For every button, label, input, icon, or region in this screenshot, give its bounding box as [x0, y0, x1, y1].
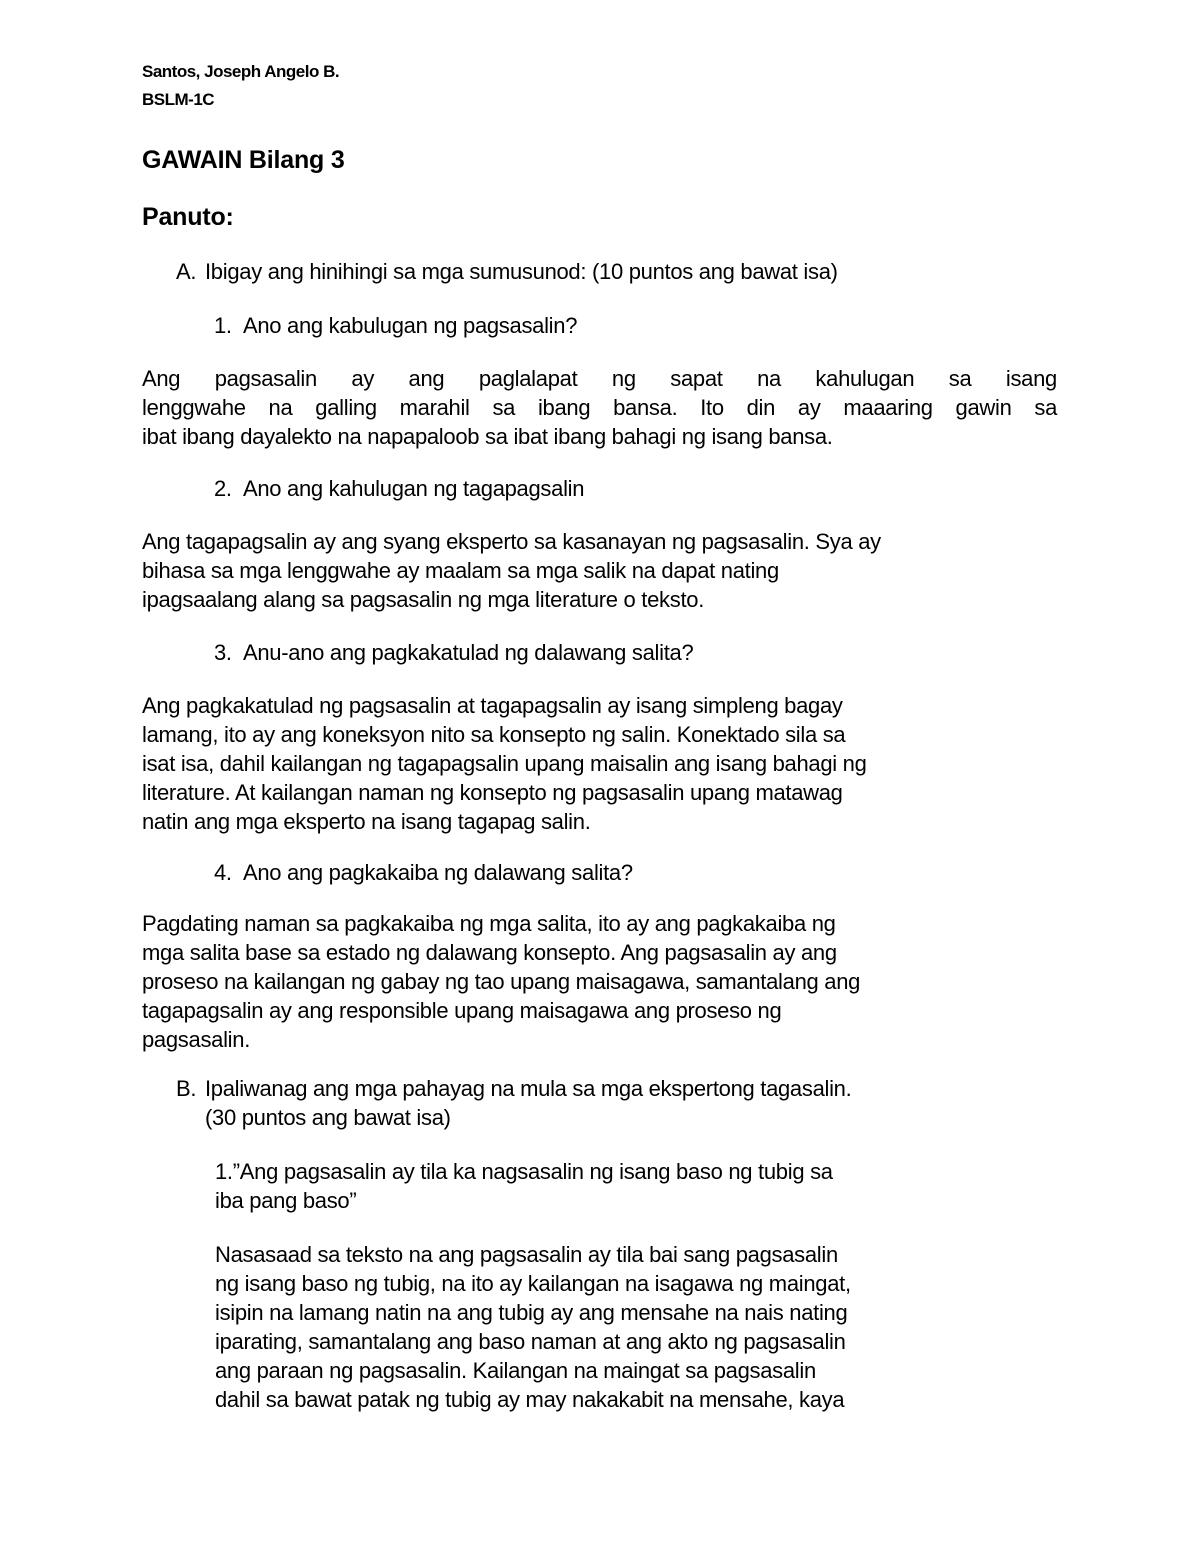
text-line: tagapagsalin ay ang responsible upang maisagawa ang proseso ng: [142, 998, 782, 1023]
text-line: bihasa sa mga lenggwahe ay maalam sa mga salik na dapat nating: [142, 558, 779, 583]
question-3-marker: 3.: [214, 640, 232, 665]
text-line: iba pang baso”: [215, 1188, 357, 1213]
section-b-heading-text: [205, 1074, 851, 1132]
text-line: dahil sa bawat patak ng tubig ay may nakakabit na mensahe, kaya: [215, 1387, 845, 1412]
question-2-text: Ano ang kahulugan ng tagapagsalin: [243, 476, 585, 501]
student-info-block: [142, 58, 1057, 114]
question-4-text: Ano ang pagkakaiba ng dalawang salita?: [243, 860, 633, 885]
text-line: proseso na kailangan ng gabay ng tao upang maisagawa, samantalang ang: [142, 969, 861, 994]
text-line: ipagsaalang alang sa pagsasalin ng mga literature o teksto.: [142, 587, 705, 612]
question-4: [142, 858, 1057, 887]
text-line: Pagdating naman sa pagkakaiba ng mga salita, ito ay ang pagkakaiba ng: [142, 911, 836, 936]
text-line: Ang tagapagsalin ay ang syang eksperto sa kasanayan ng pagsasalin. Sya ay: [142, 529, 881, 554]
section-a-heading: [142, 257, 1057, 286]
text-line: 1.”Ang pagsasalin ay tila ka nagsasalin ng isang baso ng tubig sa: [215, 1159, 833, 1184]
text-line: lamang, ito ay ang koneksyon nito sa konsepto ng salin. Konektado sila sa: [142, 722, 846, 747]
student-name: Santos, Joseph Angelo B.: [142, 62, 340, 81]
text-line: Ipaliwanag ang mga pahayag na mula sa mga ekspertong tagasalin.: [205, 1076, 852, 1101]
document-title: GAWAIN Bilang 3: [142, 146, 345, 174]
section-b-heading: [142, 1074, 1057, 1132]
text-line: ng isang baso ng tubig, na ito ay kailangan na isagawa ng maingat,: [215, 1271, 851, 1296]
text-line: isat isa, dahil kailangan ng tagapagsalin upang maisalin ang isang bahagi ng: [142, 751, 867, 776]
text-line: isipin na lamang natin na ang tubig ay ang mensahe na nais nating: [215, 1300, 848, 1325]
text-line: Ang pagkakatulad ng pagsasalin at tagapagsalin ay isang simpleng bagay: [142, 693, 843, 718]
text-line: iparating, samantalang ang baso naman at ang akto ng pagsasalin: [215, 1329, 846, 1354]
text-line: lenggwahe na galling marahil sa ibang bansa. Ito din ay maaaring gawin sa: [142, 395, 1057, 420]
section-a-heading-text: Ibigay ang hinihingi sa mga sumusunod: (10 puntos ang bawat isa): [205, 259, 838, 284]
text-line: Nasasaad sa teksto na ang pagsasalin ay tila bai sang pagsasalin: [215, 1242, 838, 1267]
question-1-text: Ano ang kabulugan ng pagsasalin?: [243, 313, 578, 338]
question-2-marker: 2.: [214, 476, 232, 501]
question-2: [142, 474, 1057, 503]
question-4-marker: 4.: [214, 860, 232, 885]
answer-4-paragraph: [142, 909, 1057, 1054]
text-line: literature. At kailangan naman ng konsepto ng pagsasalin upang matawag: [142, 780, 843, 805]
answer-1-paragraph: [142, 364, 1057, 451]
question-1-marker: 1.: [214, 313, 232, 338]
text-line: ang paraan ng pagsasalin. Kailangan na maingat sa pagsasalin: [215, 1358, 816, 1383]
text-line: pagsasalin.: [142, 1027, 250, 1052]
answer-b1-paragraph: [215, 1240, 1057, 1414]
text-line: ibat ibang dayalekto na napapaloob sa ibat ibang bahagi ng isang bansa.: [142, 424, 833, 449]
answer-3-paragraph: [142, 691, 1057, 836]
section-a-marker: A.: [176, 259, 197, 284]
text-line: natin ang mga eksperto na isang tagapag salin.: [142, 809, 591, 834]
answer-2-paragraph: [142, 527, 1057, 614]
quote-b1: [215, 1157, 1057, 1215]
section-b-marker: B.: [176, 1076, 197, 1101]
instructions-label: Panuto:: [142, 203, 234, 231]
text-line: Ang pagsasalin ay ang paglalapat ng sapat na kahulugan sa isang: [142, 366, 1057, 391]
question-3-text: Anu-ano ang pagkakatulad ng dalawang salita?: [243, 640, 694, 665]
text-line: mga salita base sa estado ng dalawang konsepto. Ang pagsasalin ay ang: [142, 940, 837, 965]
question-1: [142, 311, 1057, 340]
text-line: (30 puntos ang bawat isa): [205, 1105, 451, 1130]
question-3: [142, 638, 1057, 667]
student-section: BSLM-1C: [142, 90, 215, 109]
